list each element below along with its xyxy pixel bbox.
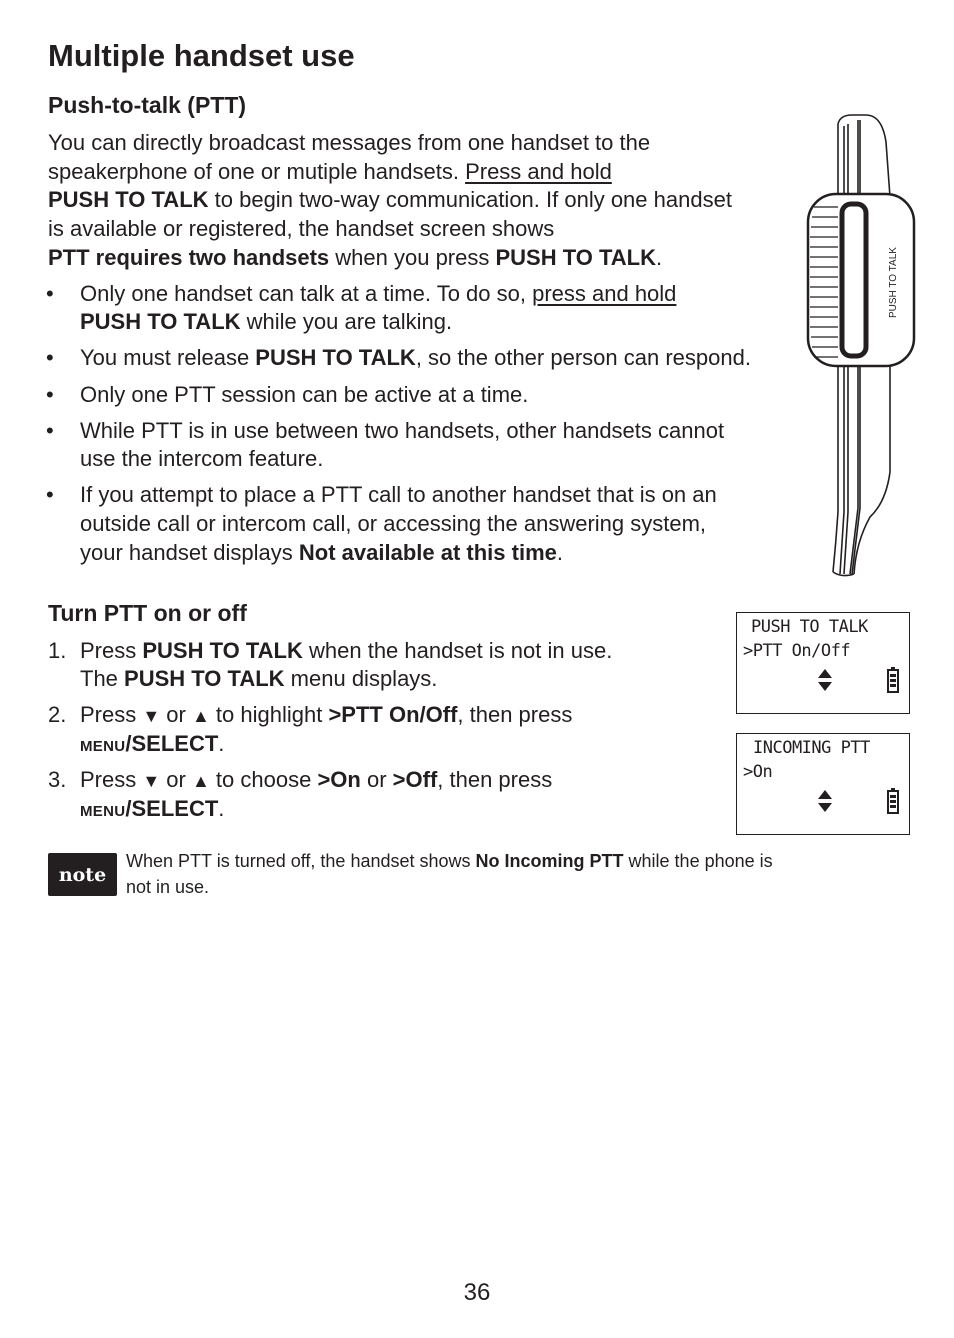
step-3-number: 3. — [48, 767, 67, 792]
toggle-heading: Turn PTT on or off — [48, 600, 247, 626]
step-1-line-1: Press PUSH TO TALK when the handset is not in use. — [80, 638, 613, 663]
bullet-marker: • — [46, 382, 54, 407]
step-3-line-1: Press ▼ or ▲ to choose >On or >Off, then press — [80, 767, 553, 792]
up-arrow-icon: ▲ — [191, 771, 210, 791]
page-number: 36 — [463, 1279, 491, 1306]
screen-line-1: INCOMING PTT — [753, 738, 870, 758]
note-badge: note — [48, 853, 117, 896]
bullet-5-line-2: outside call or intercom call, or accessing the answering system, — [80, 511, 707, 536]
step-1-line-2: The PUSH TO TALK menu displays. — [80, 666, 438, 691]
down-arrow-icon: ▼ — [142, 771, 161, 791]
up-arrow-icon: ▲ — [191, 706, 210, 726]
battery-icon — [887, 788, 899, 814]
bullet-marker: • — [46, 482, 54, 507]
step-2-line-1: Press ▼ or ▲ to highlight >PTT On/Off, then press — [80, 702, 573, 727]
ptt-heading: Push-to-talk (PTT) — [48, 92, 247, 118]
step-3-line-2: MENU/SELECT. — [80, 796, 225, 821]
bullet-3: Only one PTT session can be active at a time. — [80, 382, 529, 407]
intro-line-2: speakerphone of one or mutiple handsets. Press and hold — [48, 159, 612, 184]
scroll-arrows-icon — [817, 790, 833, 812]
note-line-1: When PTT is turned off, the handset shows No Incoming PTT while the phone is — [126, 851, 773, 871]
bullet-marker: • — [46, 345, 54, 370]
bullet-marker: • — [46, 281, 54, 306]
bullet-1-line-1: Only one handset can talk at a time. To do so, press and hold — [80, 281, 677, 306]
battery-icon — [887, 667, 899, 693]
lcd-screen-incoming-ptt — [736, 733, 910, 835]
screen-line-1: PUSH TO TALK — [751, 617, 868, 637]
bullet-4-line-1: While PTT is in use between two handsets, other handsets cannot — [80, 418, 725, 443]
note-line-2: not in use. — [126, 877, 210, 897]
lcd-screen-ptt-menu — [736, 612, 910, 714]
step-1-number: 1. — [48, 638, 67, 663]
screen-line-2: >PTT On/Off — [743, 641, 851, 661]
bullet-5-line-3: your handset displays Not available at this time. — [80, 540, 563, 565]
scroll-arrows-icon — [817, 669, 833, 691]
bullet-2: You must release PUSH TO TALK, so the other person can respond. — [80, 345, 751, 370]
page-title: Multiple handset use — [48, 38, 355, 73]
down-arrow-icon: ▼ — [142, 706, 161, 726]
bullet-marker: • — [46, 418, 54, 443]
intro-line-4: is available or registered, the handset screen shows — [48, 216, 555, 241]
intro-line-3: PUSH TO TALK to begin two-way communication. If only one handset — [48, 187, 732, 212]
handset-ptt-label: PUSH TO TALK — [888, 247, 899, 318]
step-2-line-2: MENU/SELECT. — [80, 731, 225, 756]
screen-line-2: >On — [743, 762, 773, 782]
intro-line-1: You can directly broadcast messages from one handset to the — [48, 130, 651, 155]
step-2-number: 2. — [48, 702, 67, 727]
intro-line-5: PTT requires two handsets when you press PUSH TO TALK. — [48, 245, 663, 270]
bullet-1-line-2: PUSH TO TALK while you are talking. — [80, 309, 453, 334]
handset-illustration — [800, 112, 920, 578]
bullet-4-line-2: use the intercom feature. — [80, 446, 324, 471]
bullet-5-line-1: If you attempt to place a PTT call to another handset that is on an — [80, 482, 717, 507]
